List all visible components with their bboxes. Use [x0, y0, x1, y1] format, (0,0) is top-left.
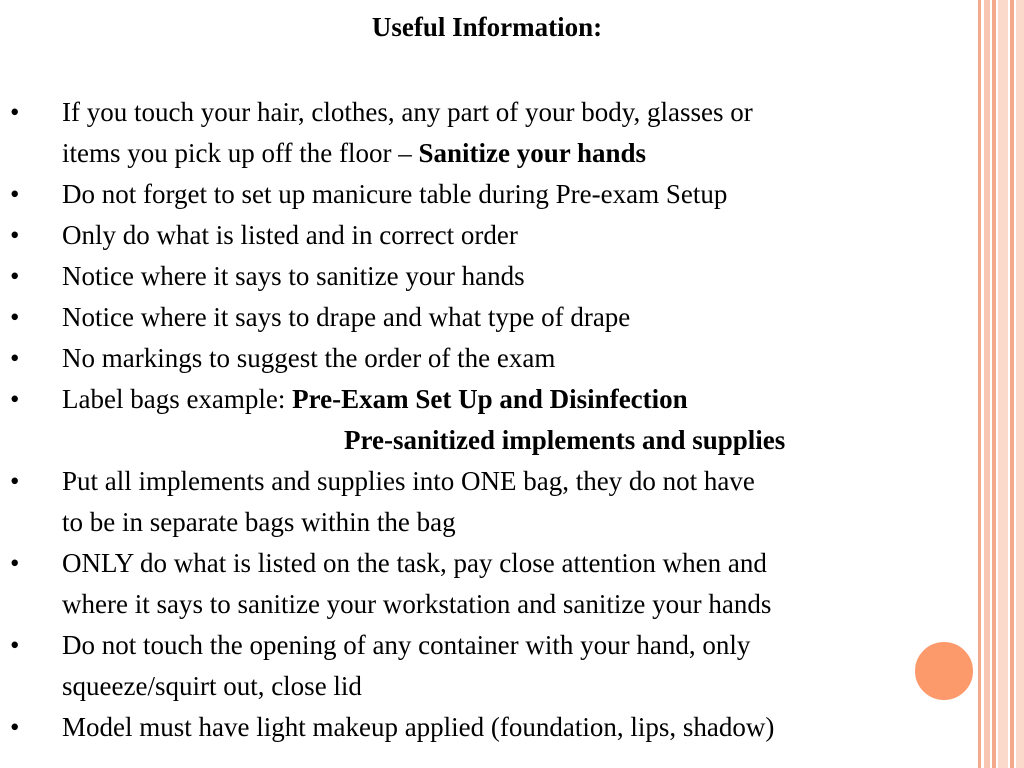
item-bold-text: Pre-Exam Set Up and Disinfection	[292, 384, 688, 414]
bullet-marker: •	[10, 261, 20, 291]
bullet-marker: •	[10, 466, 20, 496]
decorative-stripe	[998, 0, 1008, 768]
list-item	[0, 543, 980, 625]
bullet-marker: •	[10, 548, 20, 578]
item-text: If you touch your hair, clothes, any part of your body, glasses or	[62, 97, 753, 127]
item-bold-text: Sanitize your hands	[418, 138, 647, 168]
bullet-marker: •	[10, 220, 20, 250]
item-text: to be in separate bags within the bag	[62, 507, 456, 537]
item-bold-text: Pre-sanitized implements and supplies	[344, 425, 786, 455]
decorative-stripe	[984, 0, 990, 768]
decorative-stripe	[1010, 0, 1014, 768]
item-text: Notice where it says to sanitize your hands	[62, 261, 525, 291]
slide-title: Useful Information:	[371, 12, 603, 42]
list-item	[0, 297, 980, 338]
decorative-stripe	[992, 0, 996, 768]
item-text: Only do what is listed and in correct order	[62, 220, 518, 250]
bullet-marker: •	[10, 630, 20, 660]
item-text: ONLY do what is listed on the task, pay close attention when and	[62, 548, 767, 578]
bullet-marker: •	[10, 343, 20, 373]
item-text: No markings to suggest the order of the exam	[62, 343, 556, 373]
list-item	[0, 461, 980, 543]
bullet-marker: •	[10, 179, 20, 209]
item-text: squeeze/squirt out, close lid	[62, 671, 362, 701]
bullet-marker: •	[10, 712, 20, 742]
item-text: Model must have light makeup applied (foundation, lips, shadow)	[62, 712, 775, 742]
item-text: Do not forget to set up manicure table during Pre-exam Setup	[62, 179, 728, 209]
bullet-list	[0, 92, 980, 748]
list-item	[0, 215, 980, 256]
item-text: Put all implements and supplies into ONE bag, they do not have	[62, 466, 755, 496]
bullet-marker: •	[10, 384, 20, 414]
decorative-circle	[913, 640, 975, 702]
list-item	[0, 625, 980, 707]
item-text: where it says to sanitize your workstation and sanitize your hands	[62, 589, 772, 619]
list-item	[0, 92, 980, 174]
list-item	[0, 707, 980, 748]
list-item	[0, 379, 980, 461]
item-text: Do not touch the opening of any container with your hand, only	[62, 630, 751, 660]
list-item	[0, 256, 980, 297]
item-text: Label bags example:	[62, 384, 293, 414]
list-item	[0, 338, 980, 379]
bullet-marker: •	[10, 302, 20, 332]
item-text: items you pick up off the floor –	[62, 138, 419, 168]
decorative-stripe	[1016, 0, 1024, 768]
bullet-marker: •	[10, 97, 20, 127]
list-item	[0, 174, 980, 215]
item-text: Notice where it says to drape and what type of drape	[62, 302, 631, 332]
